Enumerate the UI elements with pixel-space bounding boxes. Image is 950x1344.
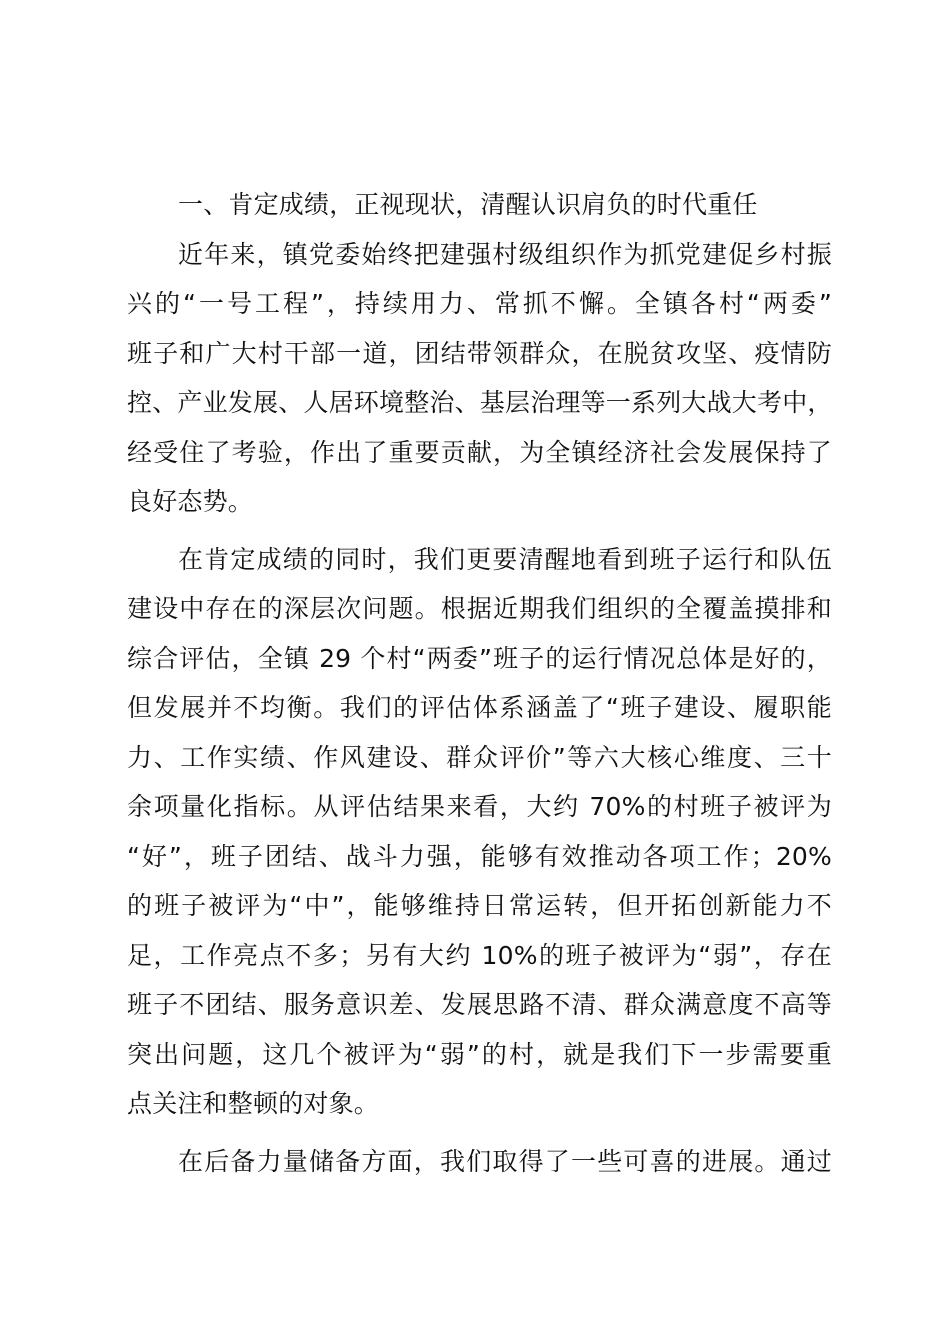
- paragraph-1-line-5: 经受住了考验，作出了重要贡献，为全镇经济社会发展保持了: [127, 437, 832, 467]
- paragraph-1-line-1: 近年来，镇党委始终把建强村级组织作为抓党建促乡村振: [178, 239, 832, 269]
- paragraph-2-line-6: 余项量化指标。从评估结果来看，大约 70%的村班子被评为: [127, 792, 832, 821]
- paragraph-2-line-4: 但发展并不均衡。我们的评估体系涵盖了“班子建设、履职能: [127, 693, 832, 722]
- paragraph-2-line-3: 综合评估，全镇 29 个村“两委”班子的运行情况总体是好的，: [127, 643, 832, 673]
- paragraph-gap: [127, 527, 832, 535]
- paragraph-2-line-2: 建设中存在的深层次问题。根据近期我们组织的全覆盖摸排和: [127, 594, 832, 623]
- paragraph-1-line-4: 控、产业发展、人居环境整治、基层治理等一系列大战大考中，: [127, 388, 833, 417]
- paragraph-2-line-11: 突出问题，这几个被评为“弱”的村，就是我们下一步需要重: [127, 1039, 832, 1069]
- paragraph-1-line-2: 兴的“一号工程”，持续用力、常抓不懈。全镇各村“两委”: [127, 289, 832, 318]
- paragraph-2-line-9: 足，工作亮点不多；另有大约 10%的班子被评为“弱”，存在: [127, 940, 832, 970]
- paragraph-2-line-1: 在肯定成绩的同时，我们更要清醒地看到班子运行和队伍: [178, 544, 832, 574]
- document-body: [127, 180, 832, 1186]
- paragraph-2-line-12: 点关注和整顿的对象。: [127, 1089, 380, 1118]
- paragraph-gap: [127, 1129, 832, 1137]
- paragraph-1-line-3: 班子和广大村干部一道，团结带领群众，在脱贫攻坚、疫情防: [127, 338, 832, 368]
- section-heading: 一、肯定成绩，正视现状，清醒认识肩负的时代重任: [178, 190, 758, 219]
- paragraph-2-line-7: “好”，班子团结、战斗力强，能够有效推动各项工作；20%: [127, 841, 832, 871]
- paragraph-2-line-5: 力、工作实绩、作风建设、群众评价”等六大核心维度、三十: [127, 742, 832, 772]
- paragraph-3-line-1: 在后备力量储备方面，我们取得了一些可喜的进展。通过: [178, 1146, 832, 1176]
- paragraph-1-line-6: 良好态势。: [127, 487, 254, 516]
- paragraph-2-line-10: 班子不团结、服务意识差、发展思路不清、群众满意度不高等: [127, 990, 832, 1019]
- paragraph-2-line-8: 的班子被评为“中”，能够维持日常运转，但开拓创新能力不: [127, 891, 832, 920]
